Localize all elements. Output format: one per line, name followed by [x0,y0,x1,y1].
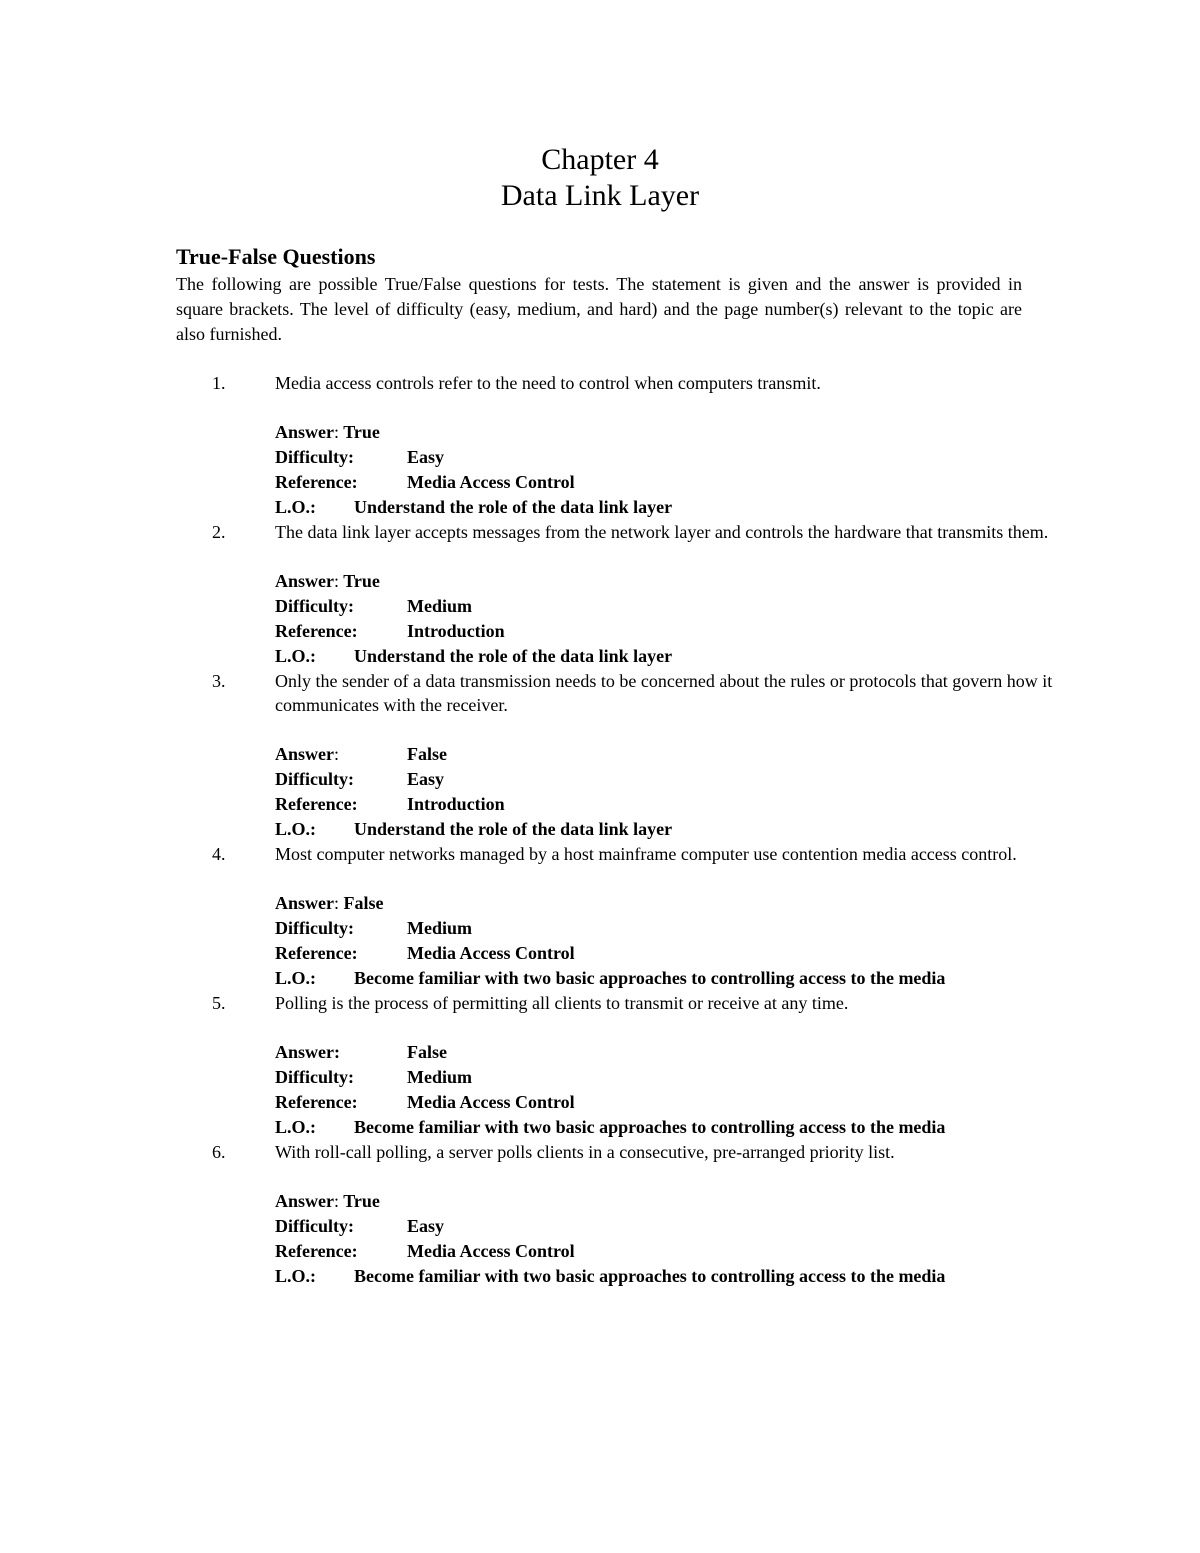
reference-value: Media Access Control [407,1092,575,1112]
chapter-title [0,142,1200,214]
answer-row [275,420,1086,445]
question-text: Only the sender of a data transmission needs to be concerned about the rules or protocols that govern how it communicates with the receiver. [275,671,1053,715]
answer-label: Answer [275,1191,334,1211]
difficulty-row [275,767,1086,792]
question-number: 6. [212,1142,226,1162]
lo-row [275,495,1086,520]
lo-value: Become familiar with two basic approaches to controlling access to the media [354,1117,946,1137]
answer-label: Answer [275,893,334,913]
difficulty-value: Medium [407,1067,472,1087]
difficulty-row [275,445,1086,470]
answer-colon: : [334,744,340,764]
difficulty-label: Difficulty: [275,1216,354,1236]
answer-row [275,1040,1086,1065]
answer-row [275,891,1086,916]
question-number: 1. [212,373,226,393]
question-number: 4. [212,844,226,864]
answer-label: Answer [275,744,334,764]
answer-row [275,569,1086,594]
lo-label: L.O.: [275,1117,317,1137]
lo-label: L.O.: [275,819,317,839]
answer-value: False [343,893,384,913]
difficulty-label: Difficulty: [275,447,354,467]
difficulty-row [275,1214,1086,1239]
question-text: The data link layer accepts messages from the network layer and controls the hardware that transmits them. [275,522,1049,542]
answer-value: True [343,571,380,591]
intro-paragraph: The following are possible True/False questions for tests. The statement is given and the answer is provided in square brackets. The level of difficulty (easy, medium, and hard) and the page number(s) relevant to the topic are also furnished. [176,274,1022,344]
answer-label: Answer: [275,1042,340,1062]
answer-colon: : [334,571,340,591]
reference-label: Reference: [275,472,358,492]
reference-value: Introduction [407,794,505,814]
reference-label: Reference: [275,794,358,814]
reference-row [275,941,1086,966]
answer-label: Answer [275,422,334,442]
difficulty-value: Easy [407,447,445,467]
lo-value: Become familiar with two basic approaches to controlling access to the media [354,1266,946,1286]
reference-label: Reference: [275,1092,358,1112]
lo-value: Become familiar with two basic approaches to controlling access to the media [354,968,946,988]
section-heading: True-False Questions [176,244,376,269]
answer-colon: : [334,1191,340,1211]
lo-value: Understand the role of the data link layer [354,646,673,666]
lo-row [275,966,1086,991]
lo-value: Understand the role of the data link layer [354,819,673,839]
answer-value: False [407,1042,447,1062]
question-item [176,520,1086,669]
lo-label: L.O.: [275,497,317,517]
reference-row [275,470,1086,495]
difficulty-row [275,1065,1086,1090]
difficulty-label: Difficulty: [275,769,354,789]
chapter-number: Chapter 4 [541,143,659,176]
difficulty-label: Difficulty: [275,1067,354,1087]
answer-label-group [275,742,407,767]
question-text: Most computer networks managed by a host mainframe computer use contention media access control. [275,844,1017,864]
difficulty-row [275,594,1086,619]
difficulty-label: Difficulty: [275,596,354,616]
difficulty-value: Easy [407,769,445,789]
answer-row [275,742,1086,767]
reference-label: Reference: [275,621,358,641]
reference-label: Reference: [275,943,358,963]
reference-value: Media Access Control [407,472,575,492]
lo-label: L.O.: [275,968,317,988]
answer-value: False [407,744,447,764]
reference-value: Media Access Control [407,943,575,963]
answer-value: True [343,1191,380,1211]
question-number: 3. [212,671,226,691]
answer-row [275,1189,1086,1214]
question-item [176,669,1086,842]
lo-value: Understand the role of the data link layer [354,497,673,517]
difficulty-value: Medium [407,596,472,616]
question-item [176,991,1086,1140]
lo-row [275,1264,1086,1289]
difficulty-label: Difficulty: [275,918,354,938]
lo-label: L.O.: [275,1266,317,1286]
question-number: 2. [212,522,226,542]
lo-row [275,644,1086,669]
answer-colon: : [334,893,340,913]
difficulty-value: Easy [407,1216,445,1236]
question-list [176,371,1086,1289]
difficulty-value: Medium [407,918,472,938]
lo-row [275,817,1086,842]
question-item [176,842,1086,991]
reference-row [275,1239,1086,1264]
question-text: Media access controls refer to the need to control when computers transmit. [275,373,821,393]
question-number: 5. [212,993,226,1013]
reference-value: Introduction [407,621,505,641]
answer-value: True [343,422,380,442]
reference-label: Reference: [275,1241,358,1261]
question-text: Polling is the process of permitting all clients to transmit or receive at any time. [275,993,849,1013]
question-item [176,371,1086,520]
reference-row [275,1090,1086,1115]
reference-row [275,619,1086,644]
chapter-name: Data Link Layer [500,179,700,212]
answer-colon: : [334,422,340,442]
lo-row [275,1115,1086,1140]
reference-value: Media Access Control [407,1241,575,1261]
question-text: With roll-call polling, a server polls clients in a consecutive, pre-arranged priority list. [275,1142,895,1162]
reference-row [275,792,1086,817]
question-item [176,1140,1086,1289]
answer-label: Answer [275,571,334,591]
lo-label: L.O.: [275,646,317,666]
difficulty-row [275,916,1086,941]
